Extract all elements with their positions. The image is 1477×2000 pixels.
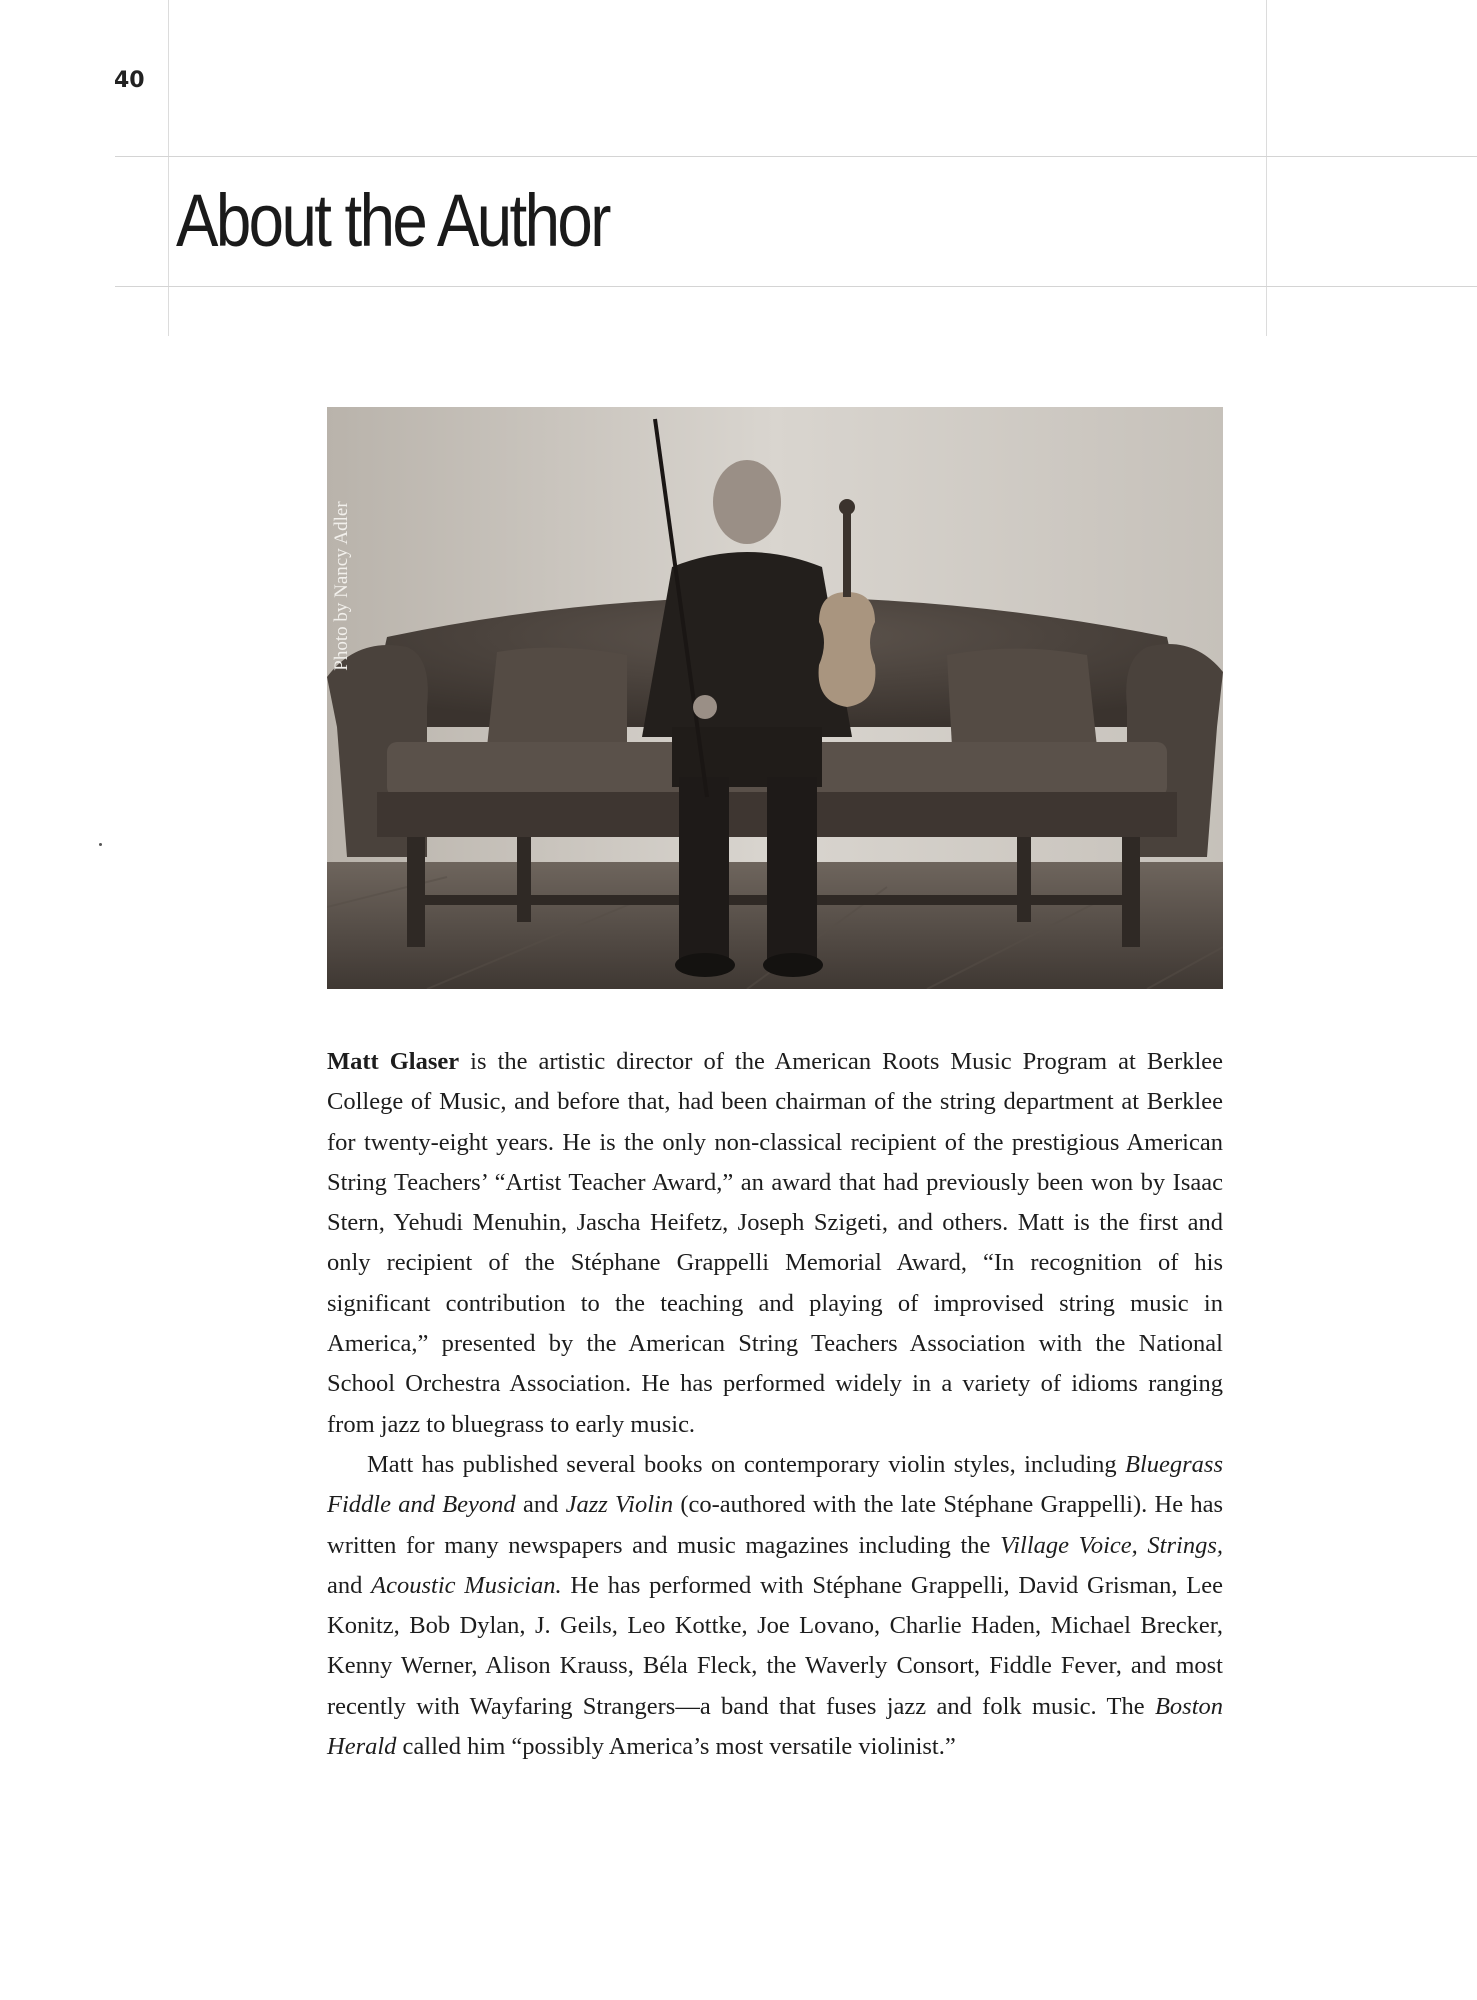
publication-title: Boston Herald bbox=[327, 1692, 1223, 1761]
book-title: Bluegrass Fiddle and Beyond bbox=[327, 1450, 1223, 1519]
author-name: Matt Glaser bbox=[327, 1048, 460, 1075]
stray-mark bbox=[99, 843, 102, 846]
page-title: About the Author bbox=[176, 179, 609, 262]
photo-credit-text: Photo by Nancy Adler bbox=[331, 501, 352, 671]
bio-paragraph-1: Matt Glaser is the artistic director of the American Roots Music Program at Berklee College of Music, and before that, had been chairman of the string department at Berklee for twenty-eight years. He is the only non-classical recipient of the prestigious American String Teachers’ “Artist Teacher Award,” an award that had previously been won by Isaac Stern, Yehudi Menuhin, Jascha Heifetz, Joseph Szigeti, and others. Matt is the first and only recipient of the Stéphane Grappelli Memorial Award, “In recognition of his significant contribution to the teaching and playing of improvised string music in America,” presented by the American String Teachers Association with the National School Orchestra Association. He has performed widely in a variety of idioms ranging from jazz to bluegrass to early music. bbox=[327, 1048, 1223, 1438]
publication-title: Acoustic Musician. bbox=[371, 1571, 562, 1599]
publication-title: Village Voice, Strings, bbox=[1000, 1531, 1223, 1559]
book-title: Jazz Violin bbox=[565, 1491, 674, 1519]
author-bio bbox=[327, 1042, 1223, 1767]
title-bottom-rule bbox=[115, 286, 1477, 287]
author-photo bbox=[327, 407, 1223, 989]
bio-paragraph-2: Matt has published several books on contemporary violin styles, including Bluegrass Fiddle and Beyond and Jazz Violin (co-authored with the late Stéphane Grappelli). He has written for many newspapers and music magazines including the Village Voice, Strings, and Acoustic Musician. He has performed with Stéphane Grappelli, David Grisman, Lee Konitz, Bob Dylan, J. Geils, Leo Kottke, Joe Lovano, Charlie Haden, Michael Brecker, Kenny Werner, Alison Krauss, Béla Fleck, the Waverly Consort, Fiddle Fever, and most recently with Wayfaring Strangers—a band that fuses jazz and folk music. The Boston Herald called him “possibly America’s most versatile violinist.” bbox=[327, 1450, 1224, 1761]
page-number: 40 bbox=[114, 68, 145, 93]
title-top-rule bbox=[115, 156, 1477, 157]
